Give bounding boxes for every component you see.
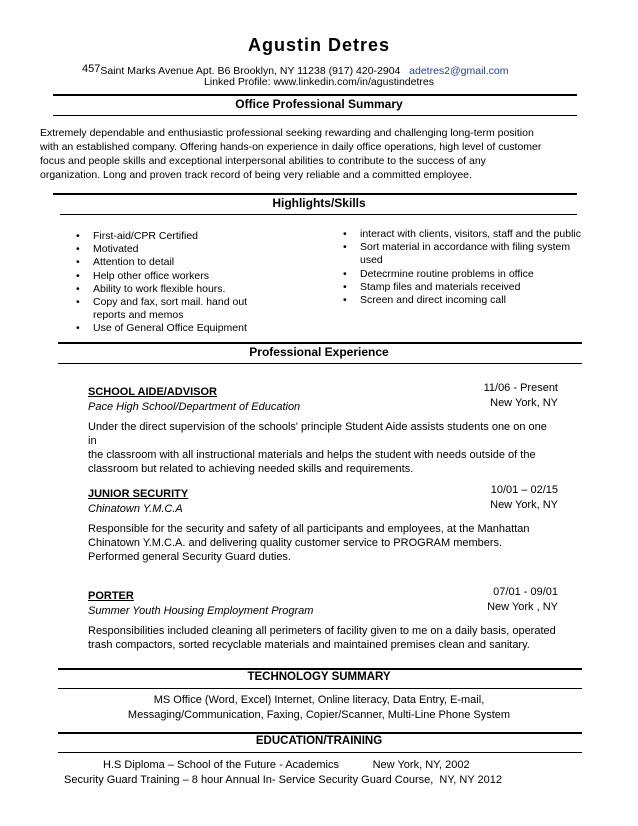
skill-item: • Screen and direct incoming call: [341, 294, 586, 307]
divider: [58, 342, 582, 344]
divider: [53, 94, 577, 96]
job-location: New York, NY: [490, 397, 558, 409]
skill-item: • Attention to detail: [74, 256, 279, 269]
email-link[interactable]: adetres2@gmail.com: [409, 65, 509, 77]
job-organization: Pace High School/Department of Education: [88, 401, 301, 413]
linkedin-profile[interactable]: Linked Profile: www.linkedin.com/in/agustindetres: [204, 76, 434, 88]
candidate-name: Agustin Detres: [247, 35, 391, 55]
job-desc-line: Chinatown Y.M.C.A. and delivering quality customer service to PROGRAM members.: [88, 537, 503, 549]
skill-item: • Motivated: [74, 243, 279, 256]
skills-list-right: [341, 228, 586, 307]
education-line: H.S Diploma – School of the Future - Academics New York, NY, 2002: [103, 759, 470, 771]
job-entry: [88, 484, 558, 564]
technology-text: [0, 693, 638, 723]
divider: [53, 115, 577, 116]
job-location: New York , NY: [487, 601, 558, 613]
summary-line: focus and people skills and exceptional interpersonal abilities to contribute to the success of any: [40, 155, 486, 167]
divider: [58, 363, 582, 364]
job-description: [88, 624, 558, 652]
divider: [58, 732, 582, 734]
skill-item: • interact with clients, visitors, staff and the public: [341, 228, 586, 241]
summary-text: [40, 126, 630, 182]
technology-line: Messaging/Communication, Faxing, Copier/Scanner, Multi-Line Phone System: [127, 709, 511, 721]
job-dates: 07/01 - 09/01: [493, 586, 558, 598]
job-desc-line: trash compactors, sorted recyclable materials and maintained premises clean and sanitary.: [88, 639, 530, 651]
skill-item: • Sort material in accordance with filing system used: [341, 241, 586, 267]
skill-item: • Help other office workers: [74, 270, 279, 283]
divider: [58, 668, 582, 670]
job-entry: [88, 382, 558, 476]
job-dates: 10/01 – 02/15: [490, 484, 558, 496]
summary-line: Extremely dependable and enthusiastic professional seeking rewarding and challenging long-term position: [40, 127, 534, 139]
skills-title: Highlights/Skills: [272, 196, 366, 210]
job-title: SCHOOL AIDE/ADVISOR: [88, 386, 217, 398]
job-title: JUNIOR SECURITY: [88, 488, 189, 500]
technology-line: MS Office (Word, Excel) Internet, Online literacy, Data Entry, E-mail,: [153, 694, 485, 706]
address-number: 457: [82, 63, 101, 75]
skill-item: • Ability to work flexible hours.: [74, 283, 279, 296]
skill-item: • Copy and fax, sort mail. hand out reports and memos: [74, 296, 279, 322]
divider: [60, 214, 577, 215]
job-dates: 11/06 - Present: [483, 382, 558, 394]
summary-line: with an established company. Offering hands-on experience in daily office operations, high level of customer: [40, 141, 542, 153]
summary-title: Office Professional Summary: [235, 97, 403, 111]
address-text: Saint Marks Avenue Apt. B6 Brooklyn, NY 11238 (917) 420-2904: [100, 65, 401, 77]
job-desc-line: the classroom with all instructional materials and helps the student with needs outside of the: [88, 449, 536, 461]
skill-item: • Detecrmine routine problems in office: [341, 268, 586, 281]
job-description: [88, 420, 558, 476]
job-location: New York, NY: [490, 499, 558, 511]
job-desc-line: Performed general Security Guard duties.: [88, 551, 291, 563]
divider: [58, 688, 582, 689]
job-organization: Chinatown Y.M.C.A: [88, 503, 183, 515]
skill-item: • First-aid/CPR Certified: [74, 230, 279, 243]
job-description: [88, 522, 558, 564]
experience-title: Professional Experience: [249, 345, 389, 359]
skill-item: • Use of General Office Equipment: [74, 322, 279, 335]
summary-line: organization. Long and proven track record of being very reliable and a committed employee.: [40, 169, 472, 181]
contact-line: [82, 63, 509, 77]
skill-item: • Stamp files and materials received: [341, 281, 586, 294]
job-desc-line: classroom but related to achieving needed skills and requirements.: [88, 463, 414, 475]
skills-list-left: [74, 230, 279, 336]
education-title: EDUCATION/TRAINING: [255, 735, 383, 747]
job-entry: [88, 586, 558, 652]
divider: [58, 752, 582, 753]
job-desc-line: Responsible for the security and safety of all participants and employees, at the Manhattan: [88, 523, 530, 535]
education-line: Security Guard Training – 8 hour Annual In- Service Security Guard Course, NY, NY 2012: [64, 774, 502, 786]
job-organization: Summer Youth Housing Employment Program: [88, 605, 314, 617]
technology-title: TECHNOLOGY SUMMARY: [247, 671, 391, 683]
divider: [53, 193, 577, 195]
job-title: PORTER: [88, 590, 134, 602]
job-desc-line: Responsibilities included cleaning all perimeters of facility given to me on a daily basis, operated: [88, 625, 556, 637]
job-desc-line: Under the direct supervision of the schools' principle Student Aide assists students one on one in: [88, 421, 547, 447]
